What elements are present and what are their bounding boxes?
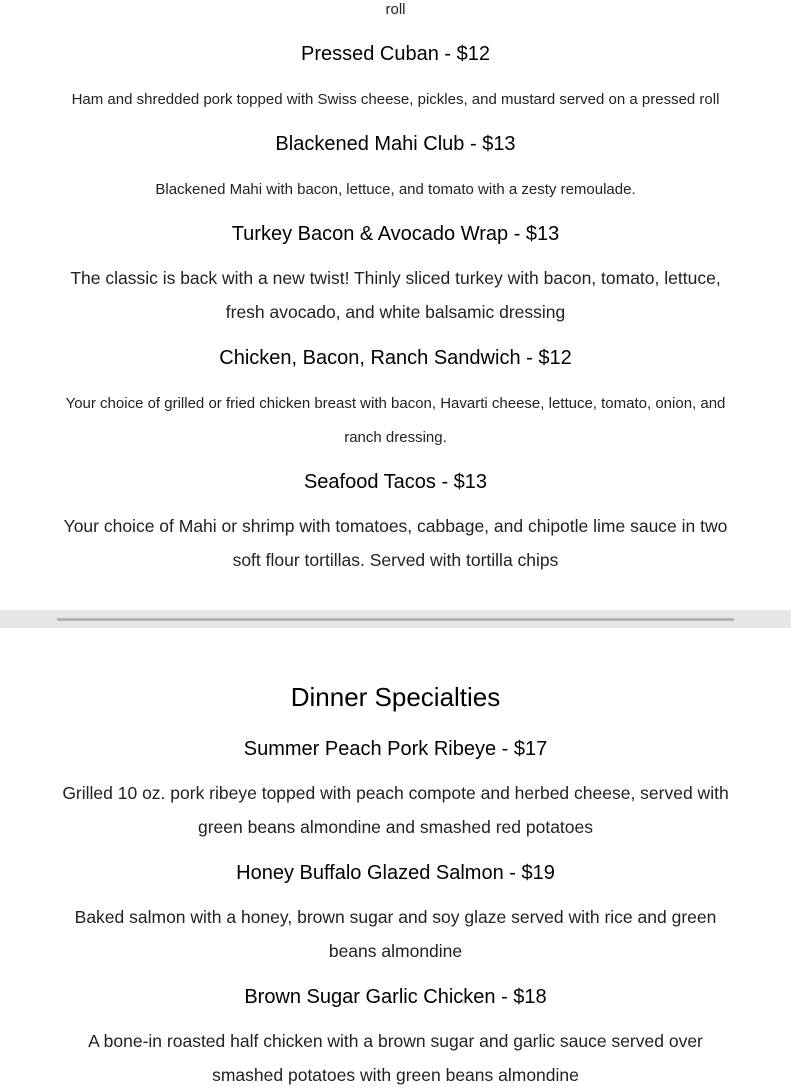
menu-item-title: Pressed Cuban - $12 xyxy=(300,43,490,65)
menu-item-description: ranch dressing. xyxy=(344,429,447,446)
menu-item-description: Your choice of Mahi or shrimp with tomatoes, cabbage, and chipotle lime sauce in two xyxy=(63,516,728,536)
menu-item-description: smashed potatoes with green beans almondine xyxy=(212,1065,579,1085)
section-divider-rule xyxy=(57,618,734,621)
menu-item-description: A bone-in roasted half chicken with a brown sugar and garlic sauce served over xyxy=(88,1031,703,1051)
section-heading-dinner: Dinner Specialties xyxy=(290,682,501,712)
menu-item-title: Honey Buffalo Glazed Salmon - $19 xyxy=(236,862,555,884)
menu-item-title: Turkey Bacon & Avocado Wrap - $13 xyxy=(231,223,560,245)
menu-item-description: Blackened Mahi with bacon, lettuce, and tomato with a zesty remoulade. xyxy=(155,181,636,198)
menu-item-description: Grilled 10 oz. pork ribeye topped with peach compote and herbed cheese, served with xyxy=(62,783,729,803)
menu-item-title: Chicken, Bacon, Ranch Sandwich - $12 xyxy=(219,347,572,369)
menu-item-description: Your choice of grilled or fried chicken breast with bacon, Havarti cheese, lettuce, tomato, onion, and xyxy=(65,395,726,412)
menu-item-description: soft flour tortillas. Served with tortilla chips xyxy=(232,550,559,570)
menu-item-description: green beans almondine and smashed red potatoes xyxy=(198,817,593,837)
menu-item-title: Seafood Tacos - $13 xyxy=(303,471,488,493)
menu-item-description: beans almondine xyxy=(328,941,463,961)
menu-item-title: Brown Sugar Garlic Chicken - $18 xyxy=(244,986,547,1008)
menu-item-description: fresh avocado, and white balsamic dressing xyxy=(225,302,566,322)
menu-item-title: Summer Peach Pork Ribeye - $17 xyxy=(243,738,548,760)
menu-item-title: Blackened Mahi Club - $13 xyxy=(275,133,516,155)
menu-item-description: Ham and shredded pork topped with Swiss cheese, pickles, and mustard served on a pressed roll xyxy=(71,91,720,108)
menu-item-description: Baked salmon with a honey, brown sugar and soy glaze served with rice and green xyxy=(74,907,717,927)
previous-item-description-tail: roll xyxy=(385,1,406,18)
menu-item-description: The classic is back with a new twist! Thinly sliced turkey with bacon, tomato, lettuce, xyxy=(70,268,721,288)
